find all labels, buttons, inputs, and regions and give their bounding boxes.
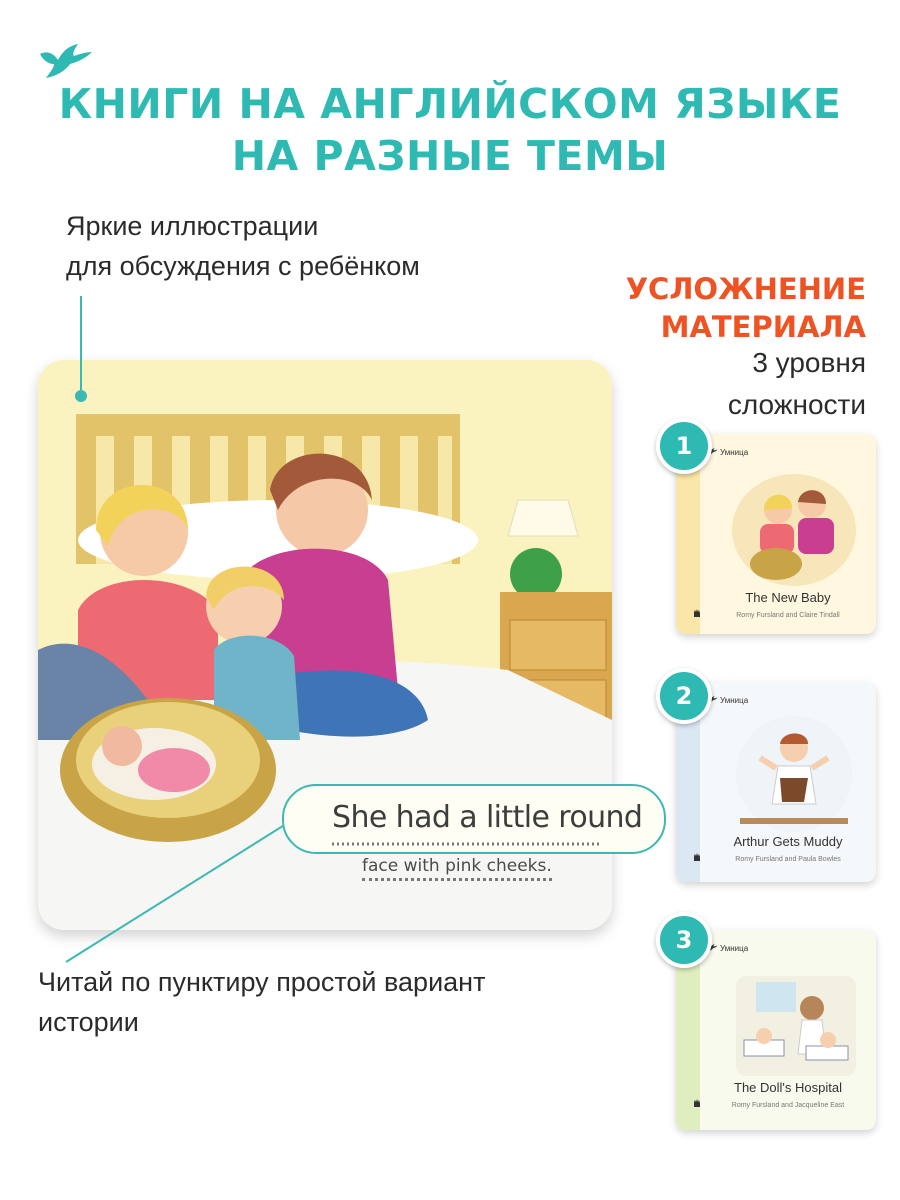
book-authors: Romy Fursland and Jacqueline East [731, 1102, 845, 1109]
complexity-title [626, 270, 866, 346]
bird-logo-icon [38, 40, 94, 80]
story-text-main: She had a little round [332, 800, 643, 835]
book-title: The Doll's Hospital [734, 1080, 842, 1095]
book-title: The New Baby [745, 590, 831, 605]
dotted-reading-caption-line1: Читай по пунктиру простой вариант [38, 967, 486, 997]
page-title-line2: НА РАЗНЫЕ ТЕМЫ [231, 132, 669, 180]
illustrations-pointer-dot [75, 390, 87, 402]
level-badge-3: 3 [656, 912, 712, 968]
hand-icon [692, 608, 702, 618]
complexity-title-line2: МАТЕРИАЛА [660, 310, 866, 344]
complexity-subtitle-line1: 3 уровня [752, 347, 866, 378]
level-badge-1: 1 [656, 418, 712, 474]
complexity-subtitle [728, 342, 866, 426]
book-brand: Умница [720, 944, 749, 953]
level-badge-2: 2 [656, 668, 712, 724]
book-cover-illustration [720, 708, 868, 838]
story-text-easy: face with pink cheeks. [362, 856, 552, 881]
story-text-dots [332, 842, 602, 846]
dotted-reading-caption-line2: истории [38, 1007, 139, 1037]
illustrations-caption [66, 206, 546, 286]
book-brand: Умница [720, 696, 749, 705]
hand-icon [692, 1098, 702, 1108]
book-authors: Romy Fursland and Paula Bowles [735, 856, 841, 863]
complexity-subtitle-line2: сложности [727, 389, 866, 420]
book-card-the-dolls-hospital [676, 930, 876, 1130]
dotted-text-pointer [60, 820, 300, 970]
dotted-reading-caption [38, 962, 598, 1042]
page-title-line1: КНИГИ НА АНГЛИЙСКОМ ЯЗЫКЕ [58, 80, 842, 128]
book-card-the-new-baby [676, 434, 876, 634]
book-authors: Romy Fursland and Claire Tindall [736, 612, 840, 619]
illustrations-pointer-line [80, 296, 82, 394]
complexity-title-line1: УСЛОЖНЕНИЕ [625, 272, 866, 306]
illustrations-caption-line2: для обсуждения с ребёнком [66, 251, 420, 281]
book-cover-illustration [720, 460, 868, 590]
book-cover-illustration [720, 956, 868, 1086]
book-brand: Умница [720, 448, 749, 457]
illustrations-caption-line1: Яркие иллюстрации [66, 211, 319, 241]
book-title: Arthur Gets Muddy [733, 834, 843, 849]
hand-icon [692, 852, 702, 862]
